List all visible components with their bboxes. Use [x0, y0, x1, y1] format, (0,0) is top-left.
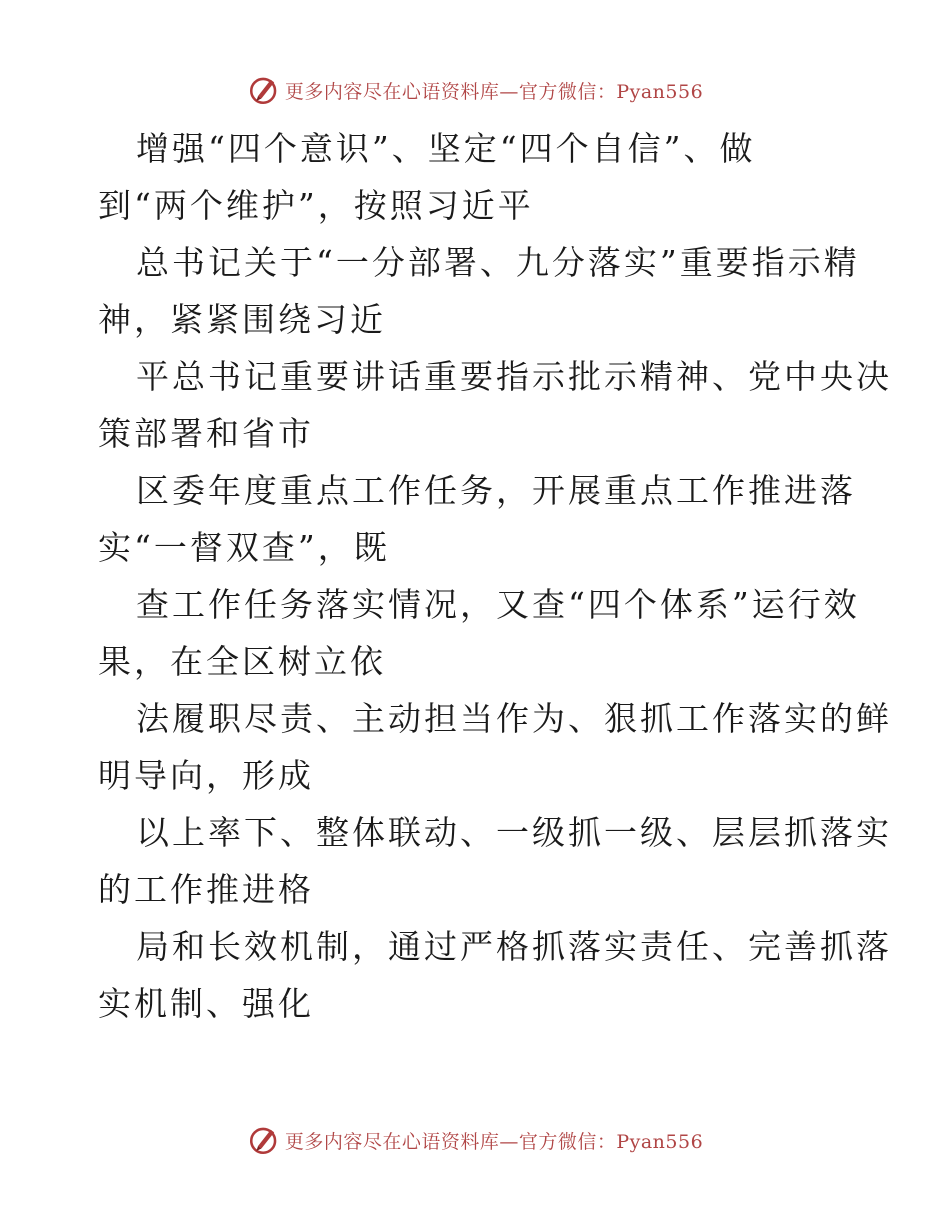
- logo-icon: [247, 73, 281, 107]
- text-line: 区委年度重点工作任务，开展重点工作推进落: [136, 471, 856, 510]
- text-line: 法履职尽责、主动担当作为、狠抓工作落实的鲜: [136, 699, 892, 738]
- text-line: 增强“四个意识”、坚定“四个自信”、做: [136, 129, 756, 168]
- logo-icon: [247, 1123, 281, 1157]
- text-line: 实机制、强化: [98, 984, 314, 1023]
- text-line: 的工作推进格: [98, 870, 314, 909]
- text-line: 局和长效机制，通过严格抓落实责任、完善抓落: [136, 927, 892, 966]
- footer-banner-text: 更多内容尽在心语资料库—官方微信：Pyan556: [284, 1130, 704, 1153]
- text-line: 到“两个维护”，按照习近平: [98, 186, 534, 225]
- header-banner: [0, 70, 950, 110]
- text-line: 总书记关于“一分部署、九分落实”重要指示精: [136, 243, 860, 282]
- text-line: 查工作任务落实情况，又查“四个体系”运行效: [136, 585, 860, 624]
- text-line: 以上率下、整体联动、一级抓一级、层层抓落实: [136, 813, 892, 852]
- text-line: 明导向，形成: [98, 756, 314, 795]
- header-banner-text: 更多内容尽在心语资料库—官方微信：Pyan556: [284, 80, 704, 103]
- text-line: 果，在全区树立依: [98, 642, 386, 681]
- text-line: 策部署和省市: [98, 414, 314, 453]
- text-line: 神，紧紧围绕习近: [98, 300, 386, 339]
- text-line: 平总书记重要讲话重要指示批示精神、党中央决: [136, 357, 892, 396]
- document-body: [98, 120, 892, 1032]
- text-line: 实“一督双查”，既: [98, 528, 390, 567]
- footer-banner: [0, 1120, 950, 1160]
